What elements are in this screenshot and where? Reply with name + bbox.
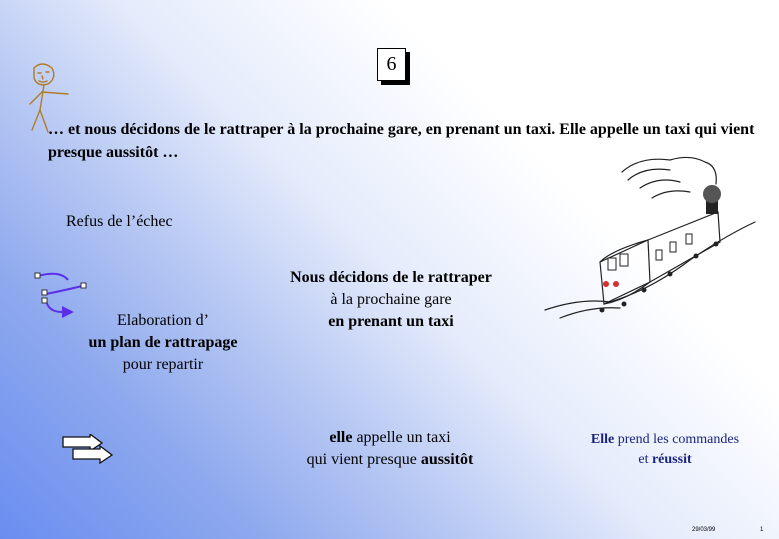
taxi-line2: qui vient presque aussitôt — [306, 451, 474, 468]
elaboration-text — [68, 310, 258, 376]
commands-text — [570, 430, 760, 470]
taxi-line1: elle appelle un taxi — [329, 429, 451, 446]
decision-line2: à la prochaine gare — [330, 291, 452, 308]
slide-number: 6 — [377, 48, 406, 81]
elaboration-line2: un plan de rattrapage — [88, 334, 238, 351]
decision-line1: Nous décidons de le rattraper — [290, 269, 492, 286]
intro-text: … et nous décidons de le rattraper à la prochaine gare, en prenant un taxi. Elle appelle un taxi qui vient presque aussitôt … — [48, 121, 755, 161]
double-arrow-icon — [62, 434, 114, 464]
taxi-text — [280, 427, 500, 471]
refus-label: Refus de l’échec — [66, 213, 173, 230]
train-icon — [540, 150, 760, 320]
elaboration-line1: Elaboration d’ — [117, 312, 209, 329]
decision-text — [266, 267, 516, 333]
decision-line3: en prenant un taxi — [328, 313, 454, 330]
footer-date: 29/03/99 — [692, 527, 716, 533]
elaboration-line3: pour repartir — [122, 356, 204, 373]
commands-line1: Elle prend les commandes — [590, 432, 740, 447]
footer-page-number: 1 — [760, 527, 764, 533]
commands-line2: et réussit — [638, 452, 692, 467]
